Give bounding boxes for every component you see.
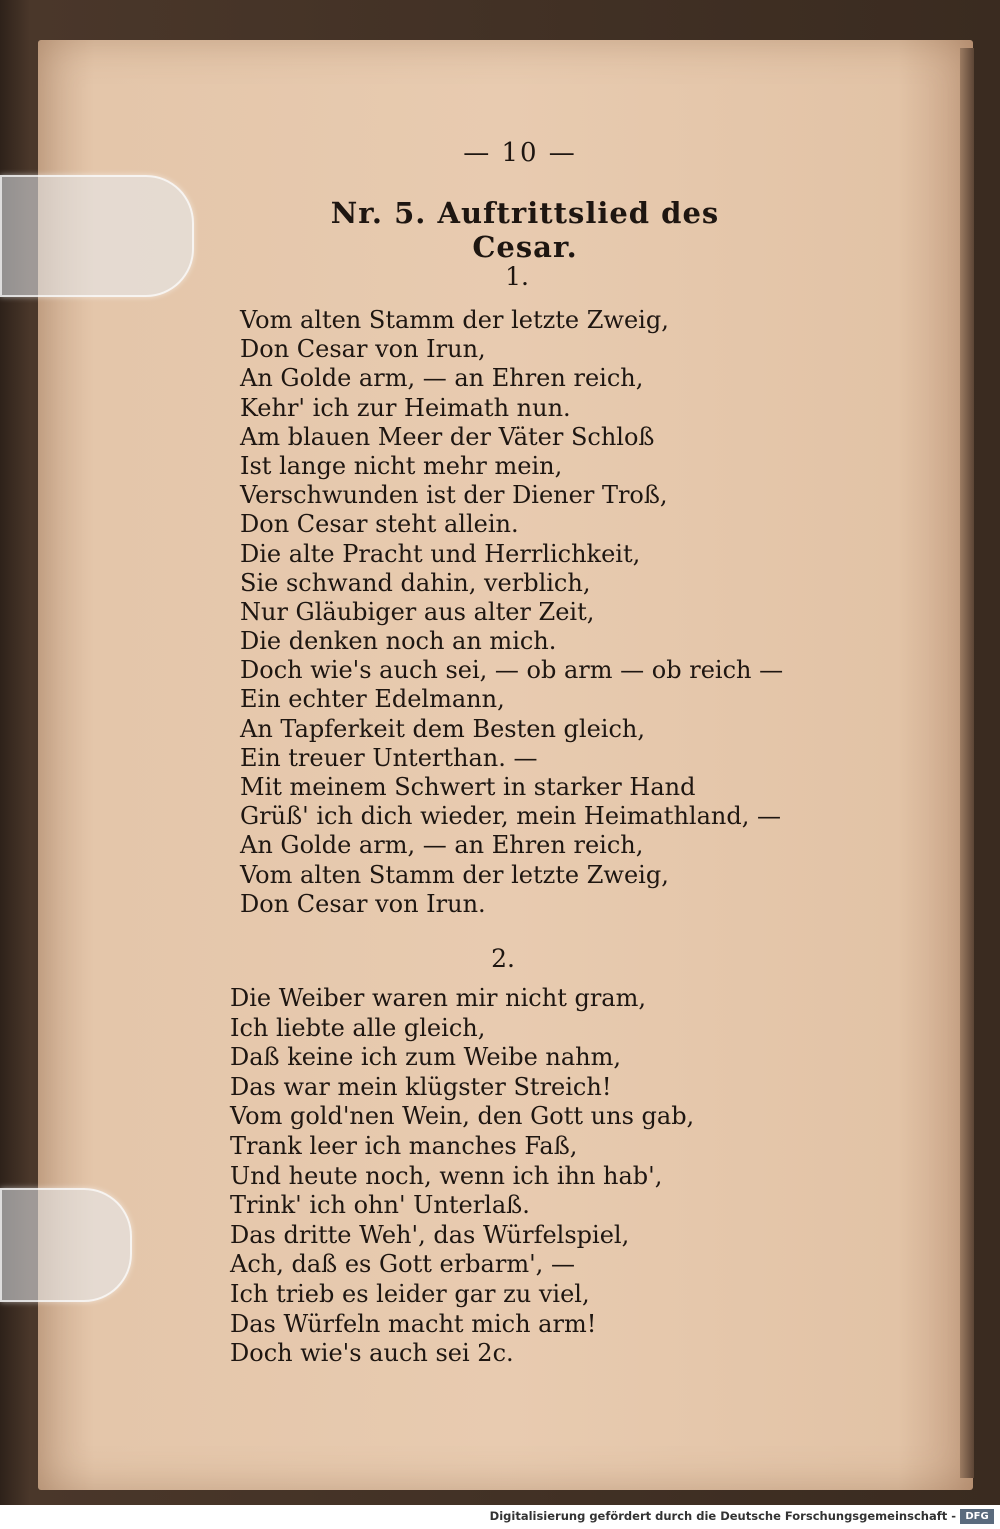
dfg-logo: DFG [960,1509,994,1524]
verse-line: Das dritte Weh', das Würfelspiel, [230,1220,630,1249]
stanza-2 [230,984,790,1369]
verse-line: An Golde arm, — an Ehren reich, [240,831,644,860]
verse-line: Nur Gläubiger aus alter Zeit, [240,597,595,626]
glass-clip-bottom [0,1188,132,1302]
verse-line: Doch wie's auch sei, — ob arm — ob reich — [240,656,784,685]
verse-line: An Golde arm, — an Ehren reich, [240,364,644,393]
verse-line: Ein treuer Unterthan. — [240,743,538,772]
verse-line: Trank leer ich manches Faß, [230,1131,578,1160]
verse-line: Das Würfeln macht mich arm! [230,1309,597,1338]
verse-line: Verschwunden ist der Diener Troß, [240,481,668,510]
verse-line: Kehr' ich zur Heimath nun. [240,393,571,422]
page-edge [960,48,974,1478]
verse-line: Ist lange nicht mehr mein, [240,451,563,480]
verse-line: Don Cesar steht allein. [240,510,519,539]
stanza-number-2: 2. [491,944,515,973]
verse-line: Daß keine ich zum Weibe nahm, [230,1043,622,1072]
digitization-footer [0,1505,1000,1529]
verse-line: Ach, daß es Gott erbarm', — [230,1250,575,1279]
song-title: Nr. 5. Auftrittslied des Cesar. [330,196,720,264]
glass-clip-top [0,175,194,297]
verse-line: Ich trieb es leider gar zu viel, [230,1279,590,1308]
verse-line: Sie schwand dahin, verblich, [240,568,591,597]
stanza-1 [240,306,800,919]
footer-credit: Digitalisierung gefördert durch die Deutsche Forschungsgemeinschaft - [489,1509,956,1523]
verse-line: Trink' ich ohn' Unterlaß. [230,1191,530,1220]
stanza-number-1: 1. [505,262,529,291]
verse-line: Don Cesar von Irun, [240,335,486,364]
verse-line: Ein echter Edelmann, [240,685,505,714]
verse-line: Die Weiber waren mir nicht gram, [230,984,646,1012]
verse-line: Mit meinem Schwert in starker Hand [240,773,696,801]
verse-line: Und heute noch, wenn ich ihn hab', [230,1161,663,1190]
verse-line: Am blauen Meer der Väter Schloß [240,422,655,451]
verse-line: Vom alten Stamm der letzte Zweig, [240,306,669,334]
verse-line: Vom alten Stamm der letzte Zweig, [240,860,669,889]
verse-line: Die alte Pracht und Herrlichkeit, [240,539,641,568]
verse-line: Doch wie's auch sei 2c. [230,1339,514,1368]
verse-line: Ich liebte alle gleich, [230,1013,486,1042]
verse-line: Vom gold'nen Wein, den Gott uns gab, [230,1102,695,1131]
page-number: — 10 — [463,138,577,168]
verse-line: Grüß' ich dich wieder, mein Heimathland, — [240,802,781,831]
verse-line: Das war mein klügster Streich! [230,1072,612,1101]
verse-line: Don Cesar von Irun. [240,889,486,918]
verse-line: Die denken noch an mich. [240,627,557,656]
verse-line: An Tapferkeit dem Besten gleich, [240,714,645,743]
